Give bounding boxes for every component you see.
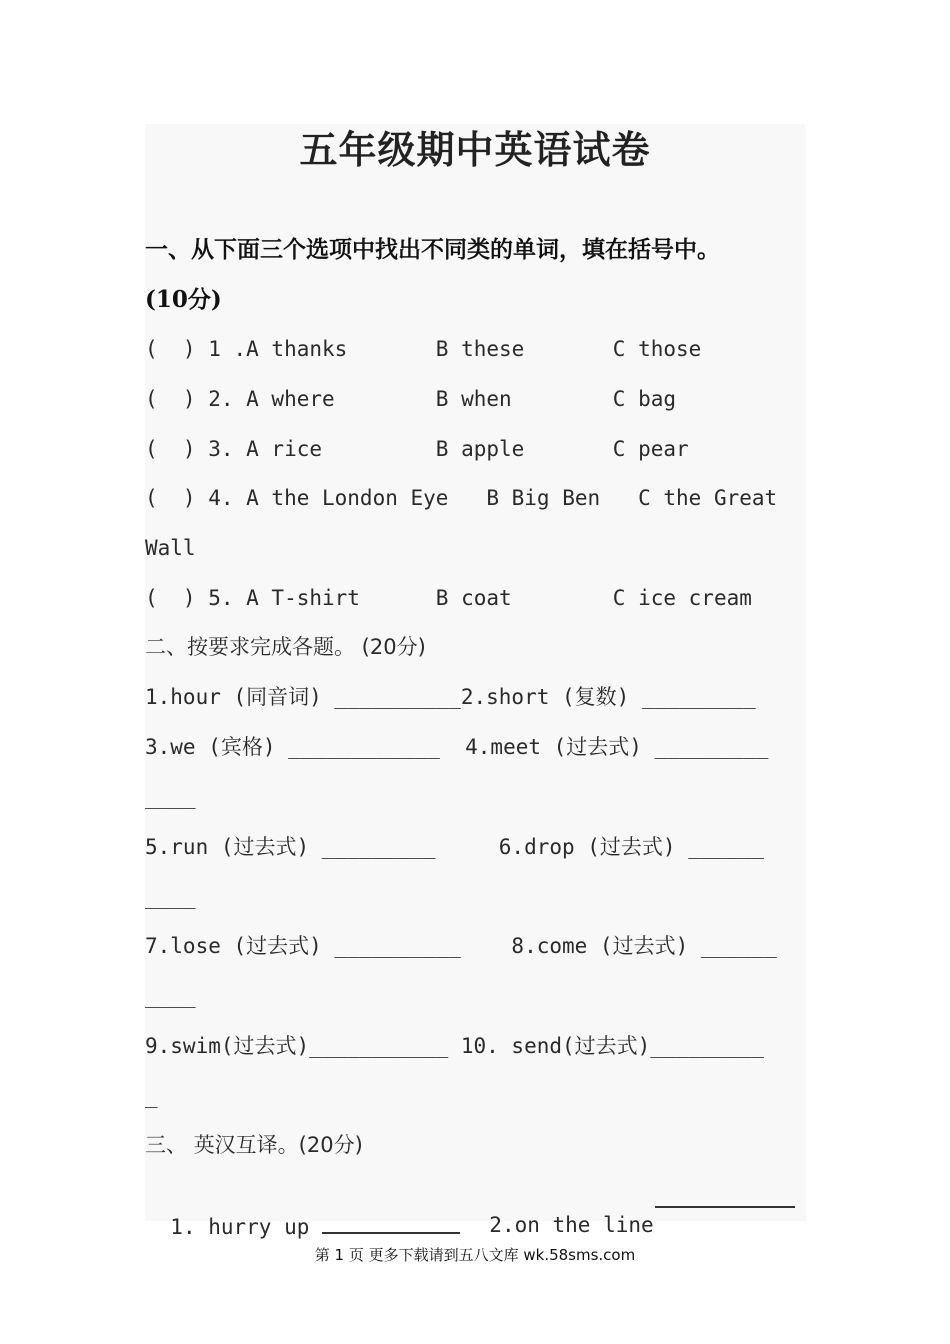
translation-item-2 xyxy=(464,1180,654,1240)
exercise-line: 7.lose (过去式) __________ 8.come (过去式) ______ xyxy=(145,934,777,958)
question-line: ( ) 2. A where B when C bag xyxy=(145,387,677,411)
answer-blank[interactable] xyxy=(322,1210,460,1234)
page-footer: 第 1 页 更多下载请到五八文库 wk.58sms.com xyxy=(314,1246,636,1264)
exercise-line: 1.hour (同音词) __________2.short (复数) _________ xyxy=(145,685,756,709)
question-line: ( ) 1 .A thanks B these C those xyxy=(145,337,702,361)
translation-item-1-text: 1. hurry up xyxy=(170,1215,310,1239)
translation-item-1 xyxy=(145,1180,460,1242)
section3-heading: 三、 英汉互译。(20分) xyxy=(145,1133,363,1157)
exercise-line: 5.run (过去式) _________ 6.drop (过去式) ______ xyxy=(145,835,765,859)
section1-points: (10分) xyxy=(145,286,222,313)
question-line: ( ) 5. A T-shirt B coat C ice cream xyxy=(145,586,752,610)
section2-heading: 二、按要求完成各题。 (20分) xyxy=(145,635,426,659)
exercise-line: _ xyxy=(145,1084,158,1108)
question-line: ( ) 4. A the London Eye B Big Ben C the Great xyxy=(145,486,778,510)
translation-item-2-text: 2.on the line xyxy=(489,1213,654,1237)
section1-heading: 一、从下面三个选项中找出不同类的单词，填在括号中。 xyxy=(145,236,720,263)
exercise-line: 9.swim(过去式)___________ 10. send(过去式)_________ xyxy=(145,1034,765,1058)
exercise-line: ____ xyxy=(145,885,196,909)
question-line: ( ) 3. A rice B apple C pear xyxy=(145,437,689,461)
question-line: Wall xyxy=(145,536,196,560)
exercise-line: 3.we (宾格) ____________ 4.meet (过去式) _________ xyxy=(145,735,769,759)
exercise-line: ____ xyxy=(145,785,196,809)
answer-blank[interactable] xyxy=(655,1184,795,1208)
page-title: 五年级期中英语试卷 xyxy=(299,127,651,172)
exercise-line: ____ xyxy=(145,984,196,1008)
